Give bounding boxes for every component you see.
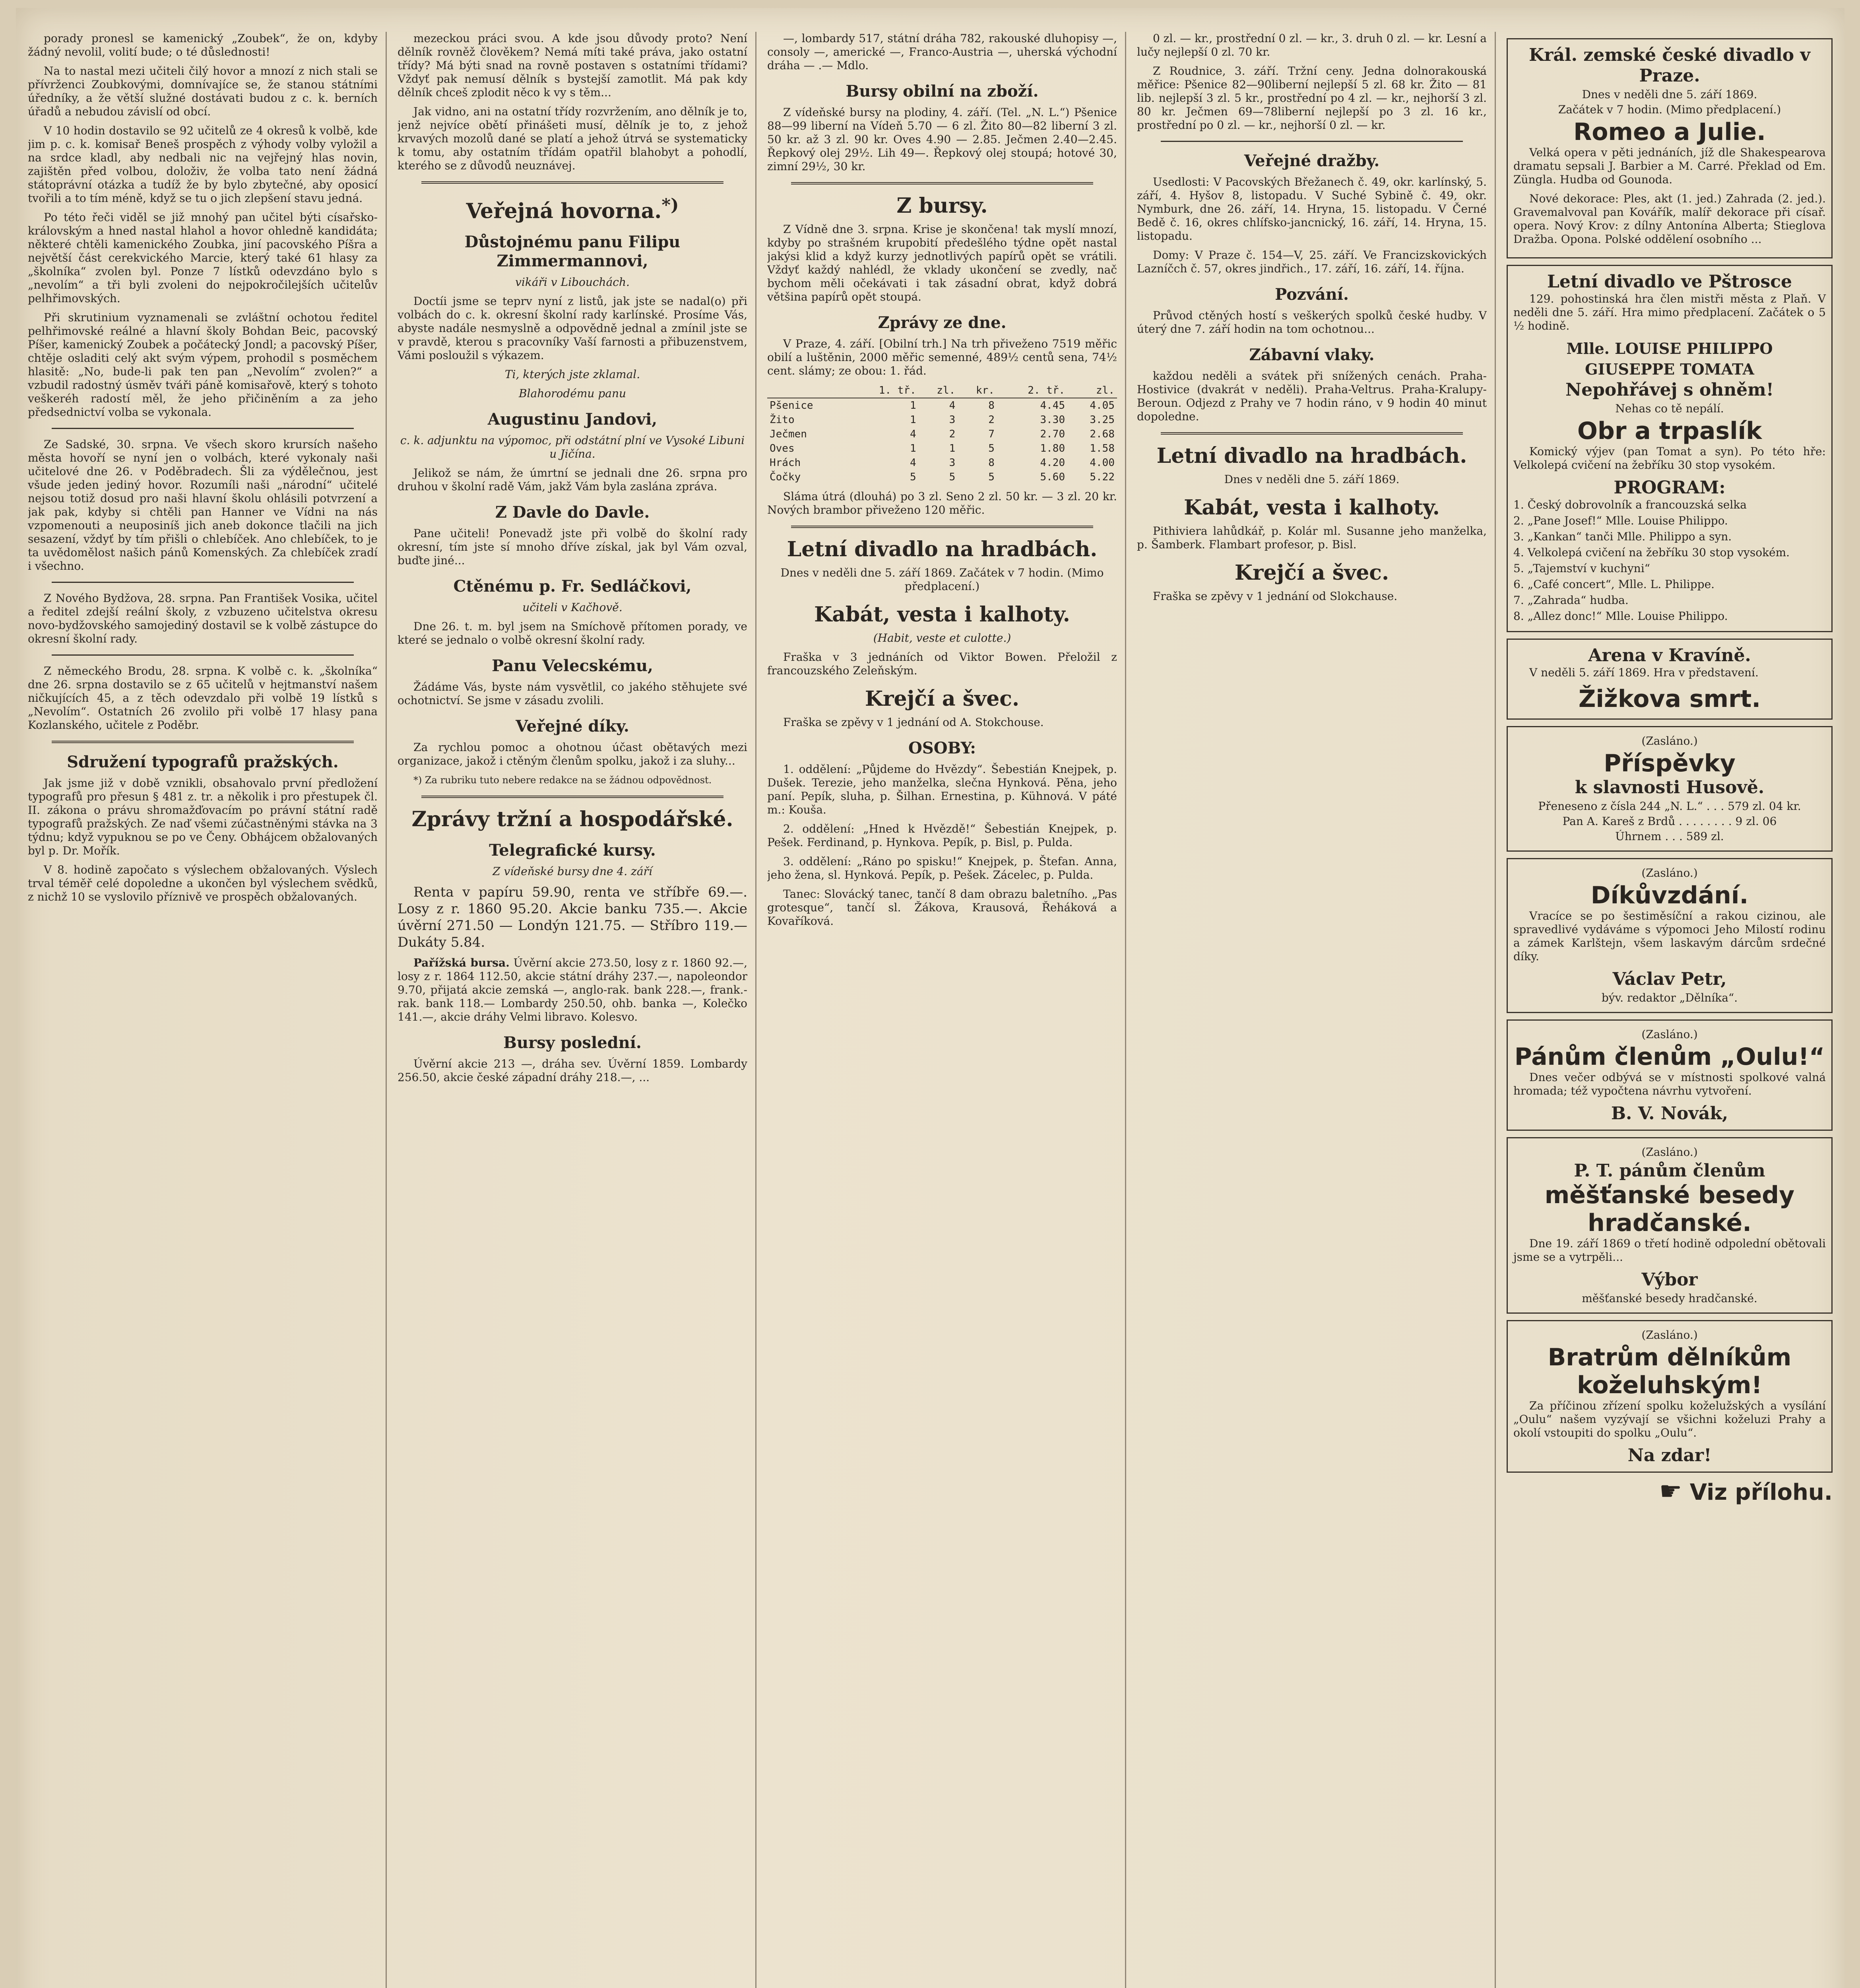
ad-oulu <box>1507 1019 1833 1131</box>
divider <box>421 181 723 184</box>
ad-title: Nepohřávej s ohněm! <box>1565 380 1774 400</box>
article-paragraph: 0 zl. — kr., prostřední 0 zl. — kr., 3. druh 0 zl. — kr. Lesní a lučy nejlepší 0 zl. 70 kr. <box>1137 32 1487 58</box>
ad-line: Dnes v neděli dne 5. září 1869. <box>1582 88 1757 101</box>
section-heading: Bursy obilní na zboží. <box>846 82 1039 101</box>
section-heading: Z bursy. <box>896 194 988 218</box>
ad-line: Pan A. Kareš z Brdů . . . . . . . . 9 zl. 06 <box>1562 815 1777 828</box>
program-item: 1. Český dobrovolník a francouzská selka <box>1513 498 1747 511</box>
table-header: zl. <box>919 383 958 398</box>
article-paragraph: Tanec: Slovácký tanec, tančí 8 dam obrazu baletního. „Pas grotesque“, tančí sl. Žákova, Krausová, Řeháková a Kovaříková. <box>767 887 1117 928</box>
play-title: Kabát, vesta i kalhoty. <box>1184 495 1440 520</box>
program-item: 2. „Pane Josef!“ Mlle. Louise Philippo. <box>1513 514 1728 527</box>
section-heading: Veřejné dražby. <box>1244 151 1380 170</box>
ad-headline: Příspěvky <box>1604 749 1736 777</box>
play-subtitle: (Habit, veste et culotte.) <box>873 631 1011 645</box>
article-paragraph: Z Vídně dne 3. srpna. Krise je skončena! tak myslí mnozí, kdyby po strašném krupobití předešlého týdne opět nastal jakýsi klid a když kurzy jednotlivých papírů opět se vrátili. Vždyť každý nahlédl, že vklady ukončení se zvedly, nač bychom měli očekávati i tak zásadní obrat, když dobrá většina papírů opět stoupá. <box>767 223 1117 303</box>
ad-arena <box>1507 639 1833 720</box>
divider <box>52 654 354 656</box>
play-title: Krejčí a švec. <box>1234 561 1389 585</box>
ad-line: (Zasláno.) <box>1641 1328 1698 1342</box>
section-subheading: OSOBY: <box>908 739 976 757</box>
divider <box>791 182 1093 184</box>
program-item: 4. Velkolepá cvičení na žebříku 30 stop vysokém. <box>1513 546 1790 559</box>
section-subheading: Bursy poslední. <box>503 1033 642 1052</box>
table-header: 1. tř. <box>848 383 918 398</box>
article-paragraph: Domy: V Praze č. 154—V, 25. září. Ve Francizskovických Lazníčch č. 57, okres jindřich., 17. září, 16. září, 14. října. <box>1137 248 1487 275</box>
article-paragraph: Usedlosti: V Pacovských Břežanech č. 49, okr. karlínský, 5. září, 4. Hyšov 8, listopadu. V Suché Sybině č. 49, okr. Nymburk, dne 26. září, 14. Hryna, 15. listopadu. V Černé Bedě č. 16, okres chlífsko-jancnický, 16. září, 14. Hryna, 15. listopadu. <box>1137 175 1487 243</box>
pointing-hand-icon: ☛ <box>1659 1477 1682 1506</box>
column-rule <box>1125 32 1126 1988</box>
column-5-ads <box>1507 32 1833 1988</box>
article-paragraph: Jak vidno, ani na ostatní třídy rozvržením, ano dělník je to, jenž nejvíce obětí přinášeti musí, dělník je to, z jehož krvavých mozolů dané se platí a jehož útrvá se systematicky k tomu, aby ostatním třídám opatřil blahobyt a pohodlí, kterého se z důvodů neuznávej. <box>398 105 747 172</box>
ad-line: (Zasláno.) <box>1641 1028 1698 1041</box>
table-row: Oves 1 1 5 1.80 1.58 <box>770 443 1115 454</box>
ad-body: Za příčinou zřízení spolku koželužských a vysílání „Oulu“ našem vyzývají se všichni koželuzi Prahy a okolí vstoupiti do spolku „Oulu“. <box>1513 1399 1826 1439</box>
section-heading: Sdružení typografů pražských. <box>67 753 339 771</box>
ad-headline: Bratrům dělníkům <box>1548 1343 1792 1371</box>
article-paragraph: Fraška v 3 jednáních od Viktor Bowen. Přeložil z francouzského Zeleňským. <box>767 650 1117 677</box>
article-paragraph: V 8. hodině započato s výslechem obžalovaných. Výslech trval téměř celé dopoledne a ukončen byl výslechem svědků, z nichž 10 se vyslovilo příznivě ve prospěch obžalovaných. <box>28 863 378 903</box>
divider <box>1161 432 1463 435</box>
signature: Ti, kterých jste zklamal. <box>504 368 640 381</box>
ad-title: P. T. pánům členům <box>1574 1161 1765 1181</box>
article-paragraph: Doctíi jsme se teprv nyní z listů, jak jste se nadal(o) při volbách do c. k. okresní školní rady karlínské. Prosíme Vás, abyste nadále nesmyslně a odpovědně jednal a zmínil jste se v pravdě, kterou s pracovníky Vaší farnosti a přibuzenstvem, Vámi posloužil s výkazem. <box>398 295 747 362</box>
article-paragraph: 1. oddělení: „Půjdeme do Hvězdy“. Šebestián Knejpek, p. Dušek. Terezie, jeho manželka, slečna Hynková. Pěna, jeho paní. Pepík, sluha, p. Šilhan. Ernestina, p. Kühnová. V páté m.: Kouša. <box>767 763 1117 816</box>
ad-headline: měšťanské besedy <box>1544 1181 1795 1209</box>
ad-body: Velká opera v pěti jednáních, jíž dle Shakespearova dramatu sepsali J. Barbier a M. Carré. Překlad od Em. Züngla. Hudba od Gounoda. <box>1513 146 1826 186</box>
ad-play-title: Romeo a Julie. <box>1573 118 1766 146</box>
program-item: 3. „Kankan“ tanči Mlle. Philippo a syn. <box>1513 530 1732 543</box>
supplement-note <box>1507 1477 1833 1506</box>
article-paragraph: Při skrutinium vyznamenali se zvláštní ochotou ředitel pelhřimovské reálné a hlavní školy Bohdan Beic, pacovský Píšer, kamenický Zoubek a počátecký Jondl; a pacovský Píšer, chtěje osladiti celý akt svým výpem, prohodil s posměchem hlasitě: „No, bude-li pak ten pan „Nevolím“ zvolen?“ a vzbudil radostný úsměv tváři páně komisařově, který s tohoto veškeréh radostí měl, že jeho přičiněním a za jeho předsednictví volba se vykonala. <box>28 311 378 419</box>
program-item: 6. „Café concert“, Mlle. L. Philippe. <box>1513 578 1715 591</box>
ad-headline: Díkůvzdání. <box>1590 881 1749 909</box>
ad-body: Vracíce se po šestiměsíční a rakou cizinou, ale spravedlivé vydáváme s výpomoci Jeho Milostí rodinu a zámek Karlštejn, všem laskavým dárcům srdečné díky. <box>1513 909 1826 963</box>
column-1 <box>28 32 378 1988</box>
article-paragraph: Fraška se zpěvy v 1 jednání od Slokchause. <box>1153 590 1398 603</box>
ad-headline: hradčanské. <box>1587 1209 1751 1237</box>
ad-body: Nové dekorace: Ples, akt (1. jed.) Zahrada (2. jed.). Gravemalvoval pan Kovářík, malíř dekorace při císař. opera. Nový Krov: z dílny Antonína Alberta; Stieglova Dražba. Opona. Polské oddělení osobního ... <box>1513 192 1826 246</box>
letter-subheading: učiteli v Kačhově. <box>522 601 623 614</box>
ad-beseda <box>1507 1137 1833 1314</box>
divider <box>1161 141 1463 142</box>
supplement-text: Viz přílohu. <box>1689 1479 1833 1505</box>
table-header: 2. tř. <box>997 383 1067 398</box>
ad-headline: Pánům členům „Oulu!“ <box>1514 1043 1825 1071</box>
divider <box>791 526 1093 528</box>
column-3 <box>767 32 1117 1988</box>
section-heading: Pozvání. <box>1275 285 1349 304</box>
ad-play-title: Žižkova smrt. <box>1578 685 1761 713</box>
column-2 <box>398 32 747 1988</box>
letter-heading: Ctěnému p. Fr. Sedláčkovi, <box>453 577 692 596</box>
program-item: 8. „Allez donc!“ Mlle. Louise Philippo. <box>1513 610 1728 623</box>
article-paragraph: Po této řeči viděl se již mnohý pan učitel býti císařsko-královským a hned nastal hlahol a hovor ohledně kandidáta; některé chtěli kamenického Zoubka, jiní pacovského Píšra a největší část cerekvického Marcie, který také 61 hlasy za „školníka“ zvolen byl. Ponze 7 lístků odevzdáno bylo s „nevolím“ a tři byli zvoleni do nejpokročilejších učitelův pelhřimovských. <box>28 211 378 305</box>
letter-subheading: Blahorodému panu <box>518 387 626 400</box>
ad-title: Arena v Kravíně. <box>1588 645 1751 666</box>
letter-subheading: c. k. adjunktu na výpomoc, při odstátní plní ve Vysoké Libuni u Jičína. <box>400 434 745 461</box>
article-paragraph: porady pronesl se kamenický „Zoubek“, že on, kdyby žádný nevolil, volití bude; o té důslednosti! <box>28 32 378 58</box>
ad-title: Král. zemské české divadlo v Praze. <box>1528 45 1811 86</box>
article-paragraph: 3. oddělení: „Ráno po spisku!“ Knejpek, p. Štefan. Anna, jeho žena, sl. Hynková. Pepík, p. Pešek. Zácelec, p. Pulda. <box>767 855 1117 881</box>
column-4 <box>1137 32 1487 1988</box>
section-heading: Zprávy tržní a hospodářské. <box>411 807 733 832</box>
letter-heading: Augustinu Jandovi, <box>487 410 657 429</box>
article-paragraph: Pařížská bursa. Úvěrní akcie 273.50, losy z r. 1860 92.—, losy z r. 1864 112.50, akcie státní dráhy 237.—, napoleondor 9.70, přijatá akcie zemská —, anglo-rak. bank 228.—, frank.-rak. bank 118.— Lombardy 250.50, ohb. banka —, Kolečko 141.—, akcie dráhy Velmi libravo. Kolesvo. <box>398 956 747 1024</box>
section-subheading: Telegrafické kursy. <box>489 841 656 860</box>
letter-heading: Z Davle do Davle. <box>495 503 650 522</box>
article-paragraph: —, lombardy 517, státní dráha 782, rakouské dluhopisy —, consoly —, americké —, Franco-Austria —, uherská východní dráha — .— Mdlo. <box>767 32 1117 72</box>
table-row: Hrách 4 3 8 4.20 4.00 <box>770 457 1115 469</box>
ad-play-title: Obr a trpaslík <box>1577 417 1762 445</box>
article-paragraph: V 10 hodin dostavilo se 92 učitelů ze 4 okresů k volbě, kde jim p. c. k. komisař Beneš prospěch z výhody volby vyložil a na srdce kladl, aby nedbali nic na vejřejný hlas novin, zajištěn před volbou, doloživ, že volba tato není žádná státoprávní otázka a tudíž že by bylo zbytečné, aby oposicí tvořili a to tím méně, když se tu o jich zlepšení stavu jedná. <box>28 124 378 205</box>
column-rule <box>1495 32 1496 1988</box>
table-row: Pšenice 1 4 8 4.45 4.05 <box>770 400 1115 412</box>
article-paragraph: Průvod ctěných hostí s veškerých spolků české hudby. V úterý dne 7. září hodin na tom ochotnou... <box>1137 309 1487 336</box>
ad-line: Nehas co tě nepálí. <box>1615 402 1724 415</box>
section-heading: Veřejná hovorna.*) <box>466 195 679 223</box>
ad-body: 129. pohostinská hra člen mistři města z Plaň. V neděli dne 5. září. Hra mimo předplacení. Začátek o 5 ½ hodině. <box>1513 292 1826 332</box>
article-paragraph: každou neděli a svátek při snížených cenách. Praha-Hostivice (dvakrát v neděli). Praha-Veltrus. Praha-Kralupy-Beroun. Odjezd z Prahy ve 7 hodin ráno, v 9 hodin 40 minut dopoledne. <box>1137 369 1487 423</box>
article-paragraph: Dne 26. t. m. byl jsem na Smíchově přítomen porady, ve které se jednalo o volbě okresní školní rady. <box>398 620 747 647</box>
ad-body: V neděli 5. září 1869. Hra v představení. <box>1529 666 1759 679</box>
column-rule <box>386 32 387 1988</box>
table-header <box>767 383 848 398</box>
ad-line: (Zasláno.) <box>1641 866 1698 879</box>
footnote: *) Za rubriku tuto nebere redakce na se žádnou odpovědnost. <box>413 775 712 786</box>
ad-performer: GIUSEPPE TOMATA <box>1585 360 1754 378</box>
ad-signature: Václav Petr, <box>1612 969 1727 989</box>
ad-line: Úhrnem . . . 589 zl. <box>1615 830 1724 843</box>
divider <box>52 582 354 583</box>
article-paragraph: Pane učiteli! Ponevadž jste při volbě do školní rady okresní, tím jste sí mnoho dříve získal, jak byl Vám ozval, buďte jiné... <box>398 527 747 567</box>
play-title: Krejčí a švec. <box>865 687 1020 711</box>
ad-tanners <box>1507 1320 1833 1473</box>
article-paragraph: Dnes v neděli dne 5. září 1869. Začátek v 7 hodin. (Mimo předplacení.) <box>780 566 1104 593</box>
ad-national-theatre <box>1507 38 1833 258</box>
ad-line: býv. redaktor „Dělníka“. <box>1601 991 1738 1004</box>
letter-heading: Důstojnému panu Filipu Zimmermannovi, <box>464 233 681 271</box>
ad-line: Přeneseno z čísla 244 „N. L.“ . . . 579 zl. 04 kr. <box>1538 800 1801 813</box>
section-heading: Zprávy ze dne. <box>878 313 1007 332</box>
date-line: Z vídeňské bursy dne 4. září <box>493 865 652 878</box>
grain-price-table <box>767 383 1117 484</box>
table-row: Čočky 5 5 5 5.60 5.22 <box>770 471 1115 483</box>
section-heading: Zábavní vlaky. <box>1249 346 1375 364</box>
ad-title: Letní divadlo ve Pštrosce <box>1547 272 1792 292</box>
ad-headline: koželuhským! <box>1577 1371 1762 1399</box>
ad-line: měšťanské besedy hradčanské. <box>1582 1292 1757 1305</box>
divider <box>52 741 354 743</box>
section-heading: Letní divadlo na hradbách. <box>1156 444 1467 468</box>
article-paragraph: Z Roudnice, 3. září. Tržní ceny. Jedna dolnorakouská měřice: Pšenice 82—90liberní nejlepší 5 zl. 68 kr. Žito — 81 lib. nejlepší 3 zl. 5 kr., prostřední po 4 zl. — kr., nejhorší 3 zl. 80 kr. Ječmen 69—78liberní nejlepší po 3 zl. 16 kr., prostřední po 0 zl. — kr., nejhorší 0 zl. — kr. <box>1137 64 1487 132</box>
table-header: zl. <box>1067 383 1117 398</box>
table-header: kr. <box>958 383 997 398</box>
ad-line: (Zasláno.) <box>1641 1145 1698 1159</box>
article-paragraph: Ze Sadské, 30. srpna. Ve všech skoro krursích našeho města hovoří se nyní jen o volbách, které vykonaly naši učitelové dne 26. v Poděbradech. Šli za výdělečnou, jest všude jeden jediný hovor. Rozumíli naši „národní“ učitelé nejsou totiž dosud pro naši hlavní školu ohlásili potvrzení a jak pak, kdyby si chtěli pan Hanner ve Vídni na nás vzpomenouti a neuposiníš jich aneb dokonce tlačili na jich sesazení, vždyť by tím přišli o chlebíček. Ano chlebíček, to je ta uvědomělost našich pánů Komenských. Za chlebíček zradí i všechno. <box>28 438 378 573</box>
program-item: 7. „Zahrada“ hudba. <box>1513 594 1629 607</box>
letter-heading: Veřejné díky. <box>516 717 629 736</box>
ad-body: Dnes večer odbývá se v místnosti spolkové valná hromada; též vypočtena návrhu vytvoření. <box>1513 1071 1826 1097</box>
article-paragraph: Za rychlou pomoc a ohotnou účast obětavých mezi organizace, jakož i ctěným členům spolku, jakož i za sluhy... <box>398 741 747 768</box>
article-paragraph: Na to nastal mezi učiteli čilý hovor a mnozí z nich stali se přívrženci Zoubkovými, domnívajíce se, že stanou státními úředníky, a že větší služné dostávati budou z c. k. berních úřadů a nebudou závislí od obcí. <box>28 64 378 118</box>
ad-line: Začátek v 7 hodin. (Mimo předplacení.) <box>1558 103 1781 116</box>
play-title: Kabát, vesta i kalhoty. <box>814 602 1070 627</box>
article-paragraph: Žádáme Vás, byste nám vysvětlil, co jakého stěhujete své ochotnictví. Se jsme v zásadu zvolili. <box>398 680 747 707</box>
letter-heading: Panu Velecskému, <box>492 656 653 676</box>
ad-body: Dne 19. září 1869 o třetí hodině odpolední obětovali jsme se a vytrpěli... <box>1513 1237 1826 1264</box>
article-paragraph: Jelikož se nám, že úmrtní se jednali dne 26. srpna pro druhou v školní radě Vám, jakž Vám byla zaslána zpráva. <box>398 466 747 493</box>
ad-title: PROGRAM: <box>1614 478 1726 498</box>
article-paragraph: Renta v papíru 59.90, renta ve stříbře 69.—. Losy z r. 1860 95.20. Akcie banku 735.—. Akcie úvěrní 271.50 — Londýn 121.75. — Stříbro 119.— Dukáty 5.84. <box>398 884 747 951</box>
letter-subheading: vikáři v Libouchách. <box>515 276 630 289</box>
article-paragraph: Úvěrní akcie 213 —, dráha sev. Úvěrní 1859. Lombardy 256.50, akcie české západní dráhy 218.—, ... <box>398 1057 747 1084</box>
ad-performer: Mlle. LOUISE PHILIPPO <box>1566 340 1773 357</box>
article-paragraph: Z Nového Bydžova, 28. srpna. Pan František Vosika, učitel a ředitel zdejší reální školy, z vzbuzeno učitelstva okresu novo-bydžovského samojediný dostavil se k volbě zástupce do okresní školní rady. <box>28 592 378 645</box>
program-item: 5. „Tajemství v kuchyni“ <box>1513 562 1650 575</box>
column-rule <box>755 32 756 1988</box>
ad-contributions <box>1507 726 1833 852</box>
ad-signature: Na zdar! <box>1627 1445 1712 1466</box>
table-caption: V Praze, 4. září. [Obilní trh.] Na trh přiveženo 7519 měřic obilí a luštěnin, 2000 měřic semenné, 489½ centů sena, 74½ cent. slámy; ze obou: 1. řád. <box>767 337 1117 377</box>
article-paragraph: Z vídeňské bursy na plodiny, 4. září. (Tel. „N. L.“) Pšenice 88—99 liberní na Vídeň 5.70 — 6 zl. Žito 80—82 liberní 3 zl. 50 kr. až 3 zl. 90 kr. Oves 4.90 — 2.85. Ječmen 2.40—2.45. Řepkový olej 29½. Lih 49—. Řepkový olej stoupá; hotové 30, zimní 29½, 30 kr. <box>767 106 1117 173</box>
article-paragraph: 2. oddělení: „Hned k Hvězdě!“ Šebestián Knejpek, p. Pešek. Ferdinand, p. Hynkova. Pepík, p. Bisl, p. Pulda. <box>767 822 1117 849</box>
table-row: Žito 1 3 2 3.30 3.25 <box>770 414 1115 426</box>
article-paragraph: Sláma útrá (dlouhá) po 3 zl. Seno 2 zl. 50 kr. — 3 zl. 20 kr. Nových brambor přiveženo 120 měřic. <box>767 490 1117 516</box>
ad-signature: B. V. Novák, <box>1611 1103 1728 1124</box>
ad-line: (Zasláno.) <box>1641 734 1698 747</box>
article-paragraph: Fraška se zpěvy v 1 jednání od A. Stokchouse. <box>783 716 1044 729</box>
ad-thanks <box>1507 858 1833 1013</box>
article-paragraph: Dnes v neděli dne 5. září 1869. <box>1224 473 1400 486</box>
newspaper-page <box>16 8 1844 1988</box>
article-paragraph: Pithiviera lahůdkář, p. Kolár ml. Susanne jeho manželka, p. Šamberk. Flambart profesor, p. Bisl. <box>1137 524 1487 551</box>
section-heading: Letní divadlo na hradbách. <box>787 537 1098 561</box>
divider <box>421 796 723 798</box>
program-list <box>1513 498 1826 623</box>
ad-summer-theatre <box>1507 265 1833 632</box>
article-paragraph: Z německého Brodu, 28. srpna. K volbě c. k. „školníka“ dne 26. srpna dostavilo se z 65 učitelů v hejtmanství našem ničkujících 45, a z těch odevzdalo při volbě 19 lístků s „Nevolím“. Ostatních 26 zvolilo při volbě 17 hlasy pana Kozlanského, učitele z Poděbr. <box>28 664 378 732</box>
ad-signature: Výbor <box>1641 1270 1698 1290</box>
article-paragraph: mezeckou práci svou. A kde jsou důvody proto? Není dělník rovněž člověkem? Nemá míti také práva, jako ostatní třídy? Má býti snad na rovně postaven s ostatními třídami? Vždyť pak nemusí dělník s bystejší zamotlit. Má pak kdy dělník chceš zplodit něco k vy s těm... <box>398 32 747 99</box>
article-paragraph: Jak jsme již v době vznikli, obsahovalo první předložení typografů pro přesun § 481 z. tr. a několik i pro přestupek čl. II. zákona o právu shromažďovacím po právní státní radě typografů pražských. Ze naď všemi zúčastněnými stávka na 3 týdnu; když vypuknou se po ve Čeny. Obhájcem obžalovaných byl p. Dr. Mořík. <box>28 777 378 857</box>
table-row: Ječmen 4 2 7 2.70 2.68 <box>770 428 1115 440</box>
divider <box>52 428 354 429</box>
ad-title: k slavnosti Husově. <box>1575 777 1765 798</box>
ad-body: Komický výjev (pan Tomat a syn). Po této hře: Velkolepá cvičení na žebříku 30 stop vysokém. <box>1513 445 1826 472</box>
